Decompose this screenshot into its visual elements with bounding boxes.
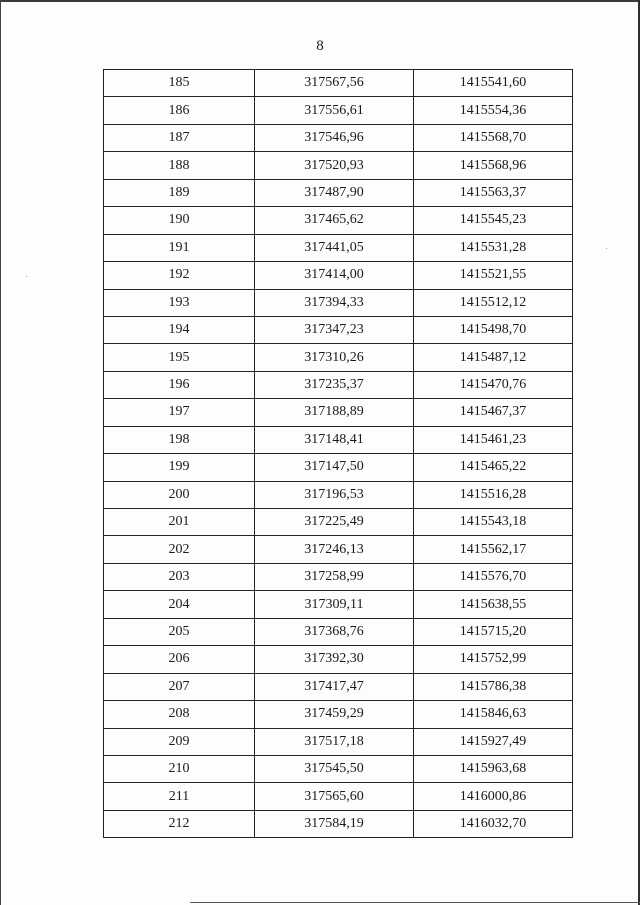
table-row <box>104 810 573 837</box>
point-number-cell: 205 <box>104 618 255 645</box>
point-number-cell: 209 <box>104 728 255 755</box>
y-coordinate-cell: 1415545,23 <box>414 207 573 234</box>
x-coordinate-cell: 317414,00 <box>255 262 414 289</box>
y-coordinate-cell: 1415786,38 <box>414 673 573 700</box>
x-coordinate-cell: 317565,60 <box>255 783 414 810</box>
y-coordinate-cell: 1415470,76 <box>414 371 573 398</box>
table-row <box>104 454 573 481</box>
x-coordinate-cell: 317310,26 <box>255 344 414 371</box>
x-coordinate-cell: 317567,56 <box>255 70 414 97</box>
table-row <box>104 481 573 508</box>
point-number-cell: 210 <box>104 755 255 782</box>
point-number-cell: 191 <box>104 234 255 261</box>
y-coordinate-cell: 1415752,99 <box>414 646 573 673</box>
y-coordinate-cell: 1415487,12 <box>414 344 573 371</box>
point-number-cell: 203 <box>104 563 255 590</box>
x-coordinate-cell: 317309,11 <box>255 591 414 618</box>
table-row <box>104 399 573 426</box>
point-number-cell: 211 <box>104 783 255 810</box>
y-coordinate-cell: 1416000,86 <box>414 783 573 810</box>
y-coordinate-cell: 1415576,70 <box>414 563 573 590</box>
y-coordinate-cell: 1415512,12 <box>414 289 573 316</box>
scan-speck <box>26 276 27 277</box>
y-coordinate-cell: 1415846,63 <box>414 701 573 728</box>
x-coordinate-cell: 317225,49 <box>255 509 414 536</box>
point-number-cell: 185 <box>104 70 255 97</box>
table-row <box>104 289 573 316</box>
y-coordinate-cell: 1415715,20 <box>414 618 573 645</box>
scan-edge-bottom <box>190 902 640 903</box>
point-number-cell: 189 <box>104 179 255 206</box>
table-row <box>104 426 573 453</box>
x-coordinate-cell: 317147,50 <box>255 454 414 481</box>
point-number-cell: 199 <box>104 454 255 481</box>
point-number-cell: 198 <box>104 426 255 453</box>
x-coordinate-cell: 317188,89 <box>255 399 414 426</box>
y-coordinate-cell: 1415563,37 <box>414 179 573 206</box>
y-coordinate-cell: 1415461,23 <box>414 426 573 453</box>
y-coordinate-cell: 1415467,37 <box>414 399 573 426</box>
x-coordinate-cell: 317368,76 <box>255 618 414 645</box>
table-row <box>104 152 573 179</box>
point-number-cell: 187 <box>104 124 255 151</box>
point-number-cell: 190 <box>104 207 255 234</box>
point-number-cell: 204 <box>104 591 255 618</box>
point-number-cell: 192 <box>104 262 255 289</box>
point-number-cell: 186 <box>104 97 255 124</box>
x-coordinate-cell: 317394,33 <box>255 289 414 316</box>
point-number-cell: 212 <box>104 810 255 837</box>
table-row <box>104 673 573 700</box>
x-coordinate-cell: 317459,29 <box>255 701 414 728</box>
scan-speck <box>606 248 607 249</box>
x-coordinate-cell: 317417,47 <box>255 673 414 700</box>
point-number-cell: 195 <box>104 344 255 371</box>
table-row <box>104 262 573 289</box>
y-coordinate-cell: 1415927,49 <box>414 728 573 755</box>
point-number-cell: 196 <box>104 371 255 398</box>
table-row <box>104 618 573 645</box>
x-coordinate-cell: 317556,61 <box>255 97 414 124</box>
x-coordinate-cell: 317487,90 <box>255 179 414 206</box>
table-row <box>104 563 573 590</box>
point-number-cell: 188 <box>104 152 255 179</box>
x-coordinate-cell: 317584,19 <box>255 810 414 837</box>
point-number-cell: 202 <box>104 536 255 563</box>
x-coordinate-cell: 317546,96 <box>255 124 414 151</box>
x-coordinate-cell: 317235,37 <box>255 371 414 398</box>
table-row <box>104 536 573 563</box>
point-number-cell: 193 <box>104 289 255 316</box>
y-coordinate-cell: 1415562,17 <box>414 536 573 563</box>
x-coordinate-cell: 317520,93 <box>255 152 414 179</box>
x-coordinate-cell: 317258,99 <box>255 563 414 590</box>
scan-edge-top <box>0 0 640 2</box>
y-coordinate-cell: 1415521,55 <box>414 262 573 289</box>
coordinates-table <box>103 69 573 838</box>
table-row <box>104 207 573 234</box>
table-row <box>104 179 573 206</box>
table-row <box>104 728 573 755</box>
x-coordinate-cell: 317517,18 <box>255 728 414 755</box>
x-coordinate-cell: 317465,62 <box>255 207 414 234</box>
point-number-cell: 200 <box>104 481 255 508</box>
y-coordinate-cell: 1415498,70 <box>414 316 573 343</box>
table-row <box>104 371 573 398</box>
table-row <box>104 591 573 618</box>
x-coordinate-cell: 317196,53 <box>255 481 414 508</box>
scan-edge-left <box>0 0 1 905</box>
point-number-cell: 207 <box>104 673 255 700</box>
table-row <box>104 124 573 151</box>
table-row <box>104 646 573 673</box>
x-coordinate-cell: 317392,30 <box>255 646 414 673</box>
table-row <box>104 97 573 124</box>
y-coordinate-cell: 1415531,28 <box>414 234 573 261</box>
table-row <box>104 783 573 810</box>
table-row <box>104 755 573 782</box>
x-coordinate-cell: 317246,13 <box>255 536 414 563</box>
table-row <box>104 234 573 261</box>
page-number: 8 <box>316 38 324 54</box>
point-number-cell: 208 <box>104 701 255 728</box>
point-number-cell: 194 <box>104 316 255 343</box>
x-coordinate-cell: 317347,23 <box>255 316 414 343</box>
y-coordinate-cell: 1415465,22 <box>414 454 573 481</box>
y-coordinate-cell: 1415638,55 <box>414 591 573 618</box>
y-coordinate-cell: 1415543,18 <box>414 509 573 536</box>
y-coordinate-cell: 1415963,68 <box>414 755 573 782</box>
y-coordinate-cell: 1415554,36 <box>414 97 573 124</box>
y-coordinate-cell: 1415568,96 <box>414 152 573 179</box>
point-number-cell: 201 <box>104 509 255 536</box>
coordinates-table-body <box>104 70 573 838</box>
table-row <box>104 509 573 536</box>
x-coordinate-cell: 317441,05 <box>255 234 414 261</box>
y-coordinate-cell: 1415516,28 <box>414 481 573 508</box>
table-row <box>104 701 573 728</box>
y-coordinate-cell: 1415568,70 <box>414 124 573 151</box>
table-row <box>104 70 573 97</box>
y-coordinate-cell: 1416032,70 <box>414 810 573 837</box>
point-number-cell: 197 <box>104 399 255 426</box>
x-coordinate-cell: 317148,41 <box>255 426 414 453</box>
y-coordinate-cell: 1415541,60 <box>414 70 573 97</box>
table-row <box>104 344 573 371</box>
table-row <box>104 316 573 343</box>
point-number-cell: 206 <box>104 646 255 673</box>
x-coordinate-cell: 317545,50 <box>255 755 414 782</box>
